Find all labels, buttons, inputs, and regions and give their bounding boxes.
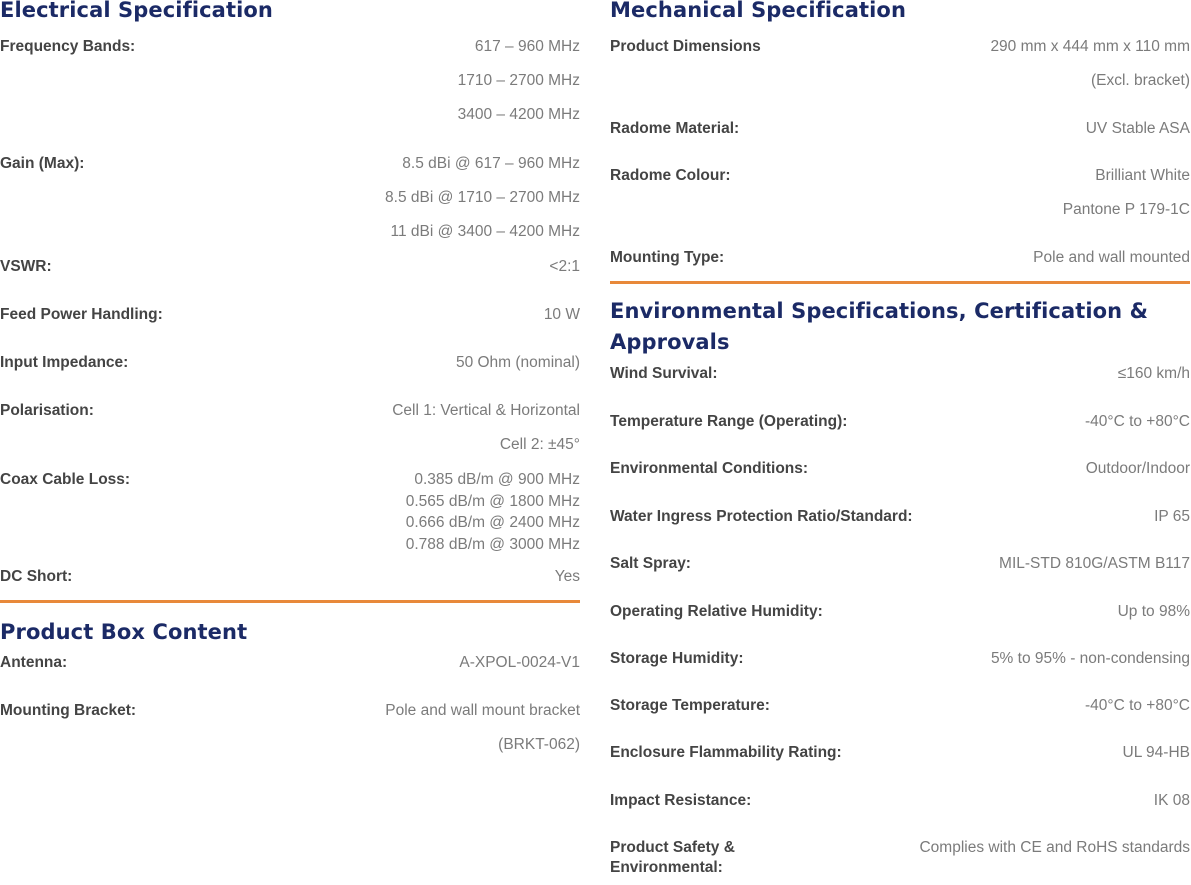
spec-value: 11 dBi @ 3400 – 4200 MHz: [390, 223, 580, 240]
env-row-storage-humidity: [610, 649, 1190, 696]
spec-value: (BRKT-062): [498, 736, 580, 753]
env-row-conditions: [610, 459, 1190, 507]
spec-row-input-impedance: [0, 353, 580, 401]
env-row-temperature-operating: [610, 412, 1190, 459]
spec-values: [724, 248, 1190, 268]
spec-label: Frequency Bands:: [0, 38, 136, 55]
spec-values: [94, 401, 580, 455]
spec-value: (Excl. bracket): [1090, 72, 1190, 89]
spec-value: Pole and wall mounted: [1033, 249, 1190, 266]
spec-label: Gain (Max):: [0, 155, 85, 172]
env-row-impact: [610, 791, 1190, 838]
spec-row-dc-short: [0, 567, 580, 600]
spec-value: 10 W: [543, 306, 580, 323]
spec-label: Storage Humidity:: [610, 650, 744, 667]
spec-value: -40°C to +80°C: [1084, 697, 1190, 714]
spec-value: Brilliant White: [1095, 167, 1190, 184]
env-row-flammability: [610, 743, 1190, 791]
spec-value: IP 65: [1154, 508, 1190, 525]
env-row-storage-temperature: [610, 696, 1190, 743]
box-row-mounting-bracket: [0, 701, 580, 755]
spec-label: Salt Spray:: [610, 555, 691, 572]
spec-label: Wind Survival:: [610, 365, 718, 382]
spec-values: [847, 412, 1190, 432]
spec-row-polarisation: [0, 401, 580, 470]
spec-value: 50 Ohm (nominal): [455, 354, 580, 371]
spec-value: 0.565 dB/m @ 1800 MHz: [405, 492, 580, 510]
spec-value: -40°C to +80°C: [1084, 413, 1190, 430]
spec-values: [128, 353, 580, 373]
spec-label: Product Dimensions: [610, 38, 761, 55]
spec-values: [808, 459, 1190, 479]
spec-label-line: Product Safety &: [610, 839, 735, 856]
spec-value: Cell 1: Vertical & Horizontal: [392, 402, 580, 419]
spec-label: Operating Relative Humidity:: [610, 603, 823, 620]
spec-label: Radome Colour:: [610, 167, 731, 184]
spec-values: [84, 154, 580, 242]
spec-value: Up to 98%: [1117, 603, 1190, 620]
spec-values: [731, 166, 1190, 220]
env-row-salt-spray: [610, 554, 1190, 602]
spec-value: 5% to 95% - non-condensing: [990, 650, 1190, 667]
spec-values: [135, 37, 580, 125]
mech-row-radome-material: [610, 119, 1190, 166]
spec-values: [761, 37, 1190, 91]
spec-values: [913, 507, 1190, 527]
env-row-wind: [610, 364, 1190, 412]
spec-value: 0.385 dB/m @ 900 MHz: [414, 471, 580, 488]
spec-label: DC Short:: [0, 568, 73, 585]
spec-label: Temperature Range (Operating):: [610, 413, 848, 430]
environmental-spec-title: [610, 296, 1190, 358]
spec-row-vswr: [0, 257, 580, 305]
mech-row-dimensions: [610, 37, 1190, 119]
spec-value: Complies with CE and RoHS standards: [919, 839, 1190, 856]
spec-label: Feed Power Handling:: [0, 306, 163, 323]
spec-values: [72, 567, 580, 587]
env-row-product-safety: [610, 838, 1190, 878]
box-row-antenna: [0, 653, 580, 701]
spec-values: [67, 653, 580, 673]
mechanical-spec-title: Mechanical Specification: [610, 0, 906, 22]
spec-label: [610, 838, 780, 878]
spec-label-line: Environmental:: [610, 859, 723, 876]
spec-values: [52, 257, 580, 277]
spec-label: Radome Material:: [610, 120, 740, 137]
spec-values: [163, 305, 580, 325]
environmental-title-line1: Environmental Specifications, Certification &: [610, 299, 1149, 323]
spec-row-frequency-bands: [0, 37, 580, 154]
section-divider: [610, 281, 1190, 284]
spec-value: Pantone P 179-1C: [1062, 201, 1190, 218]
spec-value: 8.5 dBi @ 617 – 960 MHz: [402, 155, 580, 172]
right-column: [610, 0, 1190, 878]
spec-label: Polarisation:: [0, 402, 94, 419]
spec-value: IK 08: [1153, 792, 1190, 809]
spec-values: [136, 701, 580, 755]
spec-value: ≤160 km/h: [1117, 365, 1190, 382]
spec-row-gain: [0, 154, 580, 257]
mech-row-mounting-type: [610, 248, 1190, 281]
spec-value: Yes: [554, 568, 580, 585]
env-row-operating-humidity: [610, 602, 1190, 649]
spec-values: [130, 470, 580, 555]
spec-values: [691, 554, 1190, 574]
box-content-title: Product Box Content: [0, 620, 248, 644]
spec-value: 0.666 dB/m @ 2400 MHz: [405, 514, 580, 531]
spec-values: [770, 696, 1190, 716]
spec-value: 617 – 960 MHz: [474, 38, 580, 55]
spec-label: Mounting Bracket:: [0, 702, 137, 719]
spec-value: Pole and wall mount bracket: [385, 702, 580, 719]
spec-label: Mounting Type:: [610, 249, 725, 266]
spec-value: 8.5 dBi @ 1710 – 2700 MHz: [385, 189, 580, 206]
spec-label: Antenna:: [0, 654, 68, 671]
spec-label: Water Ingress Protection Ratio/Standard:: [610, 508, 913, 525]
spec-value: 1710 – 2700 MHz: [457, 72, 580, 89]
environmental-title-line2: Approvals: [610, 330, 730, 354]
electrical-spec-title: Electrical Specification: [0, 0, 273, 22]
spec-value: Cell 2: ±45°: [499, 436, 580, 453]
spec-values: [739, 119, 1190, 139]
spec-row-coax-loss: [0, 470, 580, 567]
spec-row-feed-power: [0, 305, 580, 353]
spec-value: Outdoor/Indoor: [1085, 460, 1190, 477]
spec-label: Storage Temperature:: [610, 697, 770, 714]
spec-values: [751, 791, 1190, 811]
spec-value: A-XPOL-0024-V1: [459, 654, 580, 671]
spec-label: Impact Resistance:: [610, 792, 752, 809]
spec-label: Input Impedance:: [0, 354, 129, 371]
env-row-ingress: [610, 507, 1190, 554]
spec-label: Enclosure Flammability Rating:: [610, 744, 842, 761]
mech-row-radome-colour: [610, 166, 1190, 248]
spec-value: <2:1: [549, 258, 580, 275]
spec-values: [780, 838, 1190, 858]
spec-values: [743, 649, 1190, 669]
spec-value: MIL-STD 810G/ASTM B117: [999, 555, 1190, 572]
spec-values: [718, 364, 1190, 384]
spec-label: VSWR:: [0, 258, 52, 275]
spec-value: UL 94-HB: [1122, 744, 1190, 761]
spec-value: 0.788 dB/m @ 3000 MHz: [405, 535, 580, 553]
spec-value: UV Stable ASA: [1085, 120, 1190, 137]
section-divider: [0, 600, 580, 603]
spec-values: [823, 602, 1190, 622]
left-column: [0, 0, 580, 755]
spec-label: Coax Cable Loss:: [0, 471, 131, 488]
spec-label: Environmental Conditions:: [610, 460, 809, 477]
spec-value: 290 mm x 444 mm x 110 mm: [990, 38, 1190, 55]
spec-values: [842, 743, 1190, 763]
spec-value: 3400 – 4200 MHz: [457, 106, 580, 123]
